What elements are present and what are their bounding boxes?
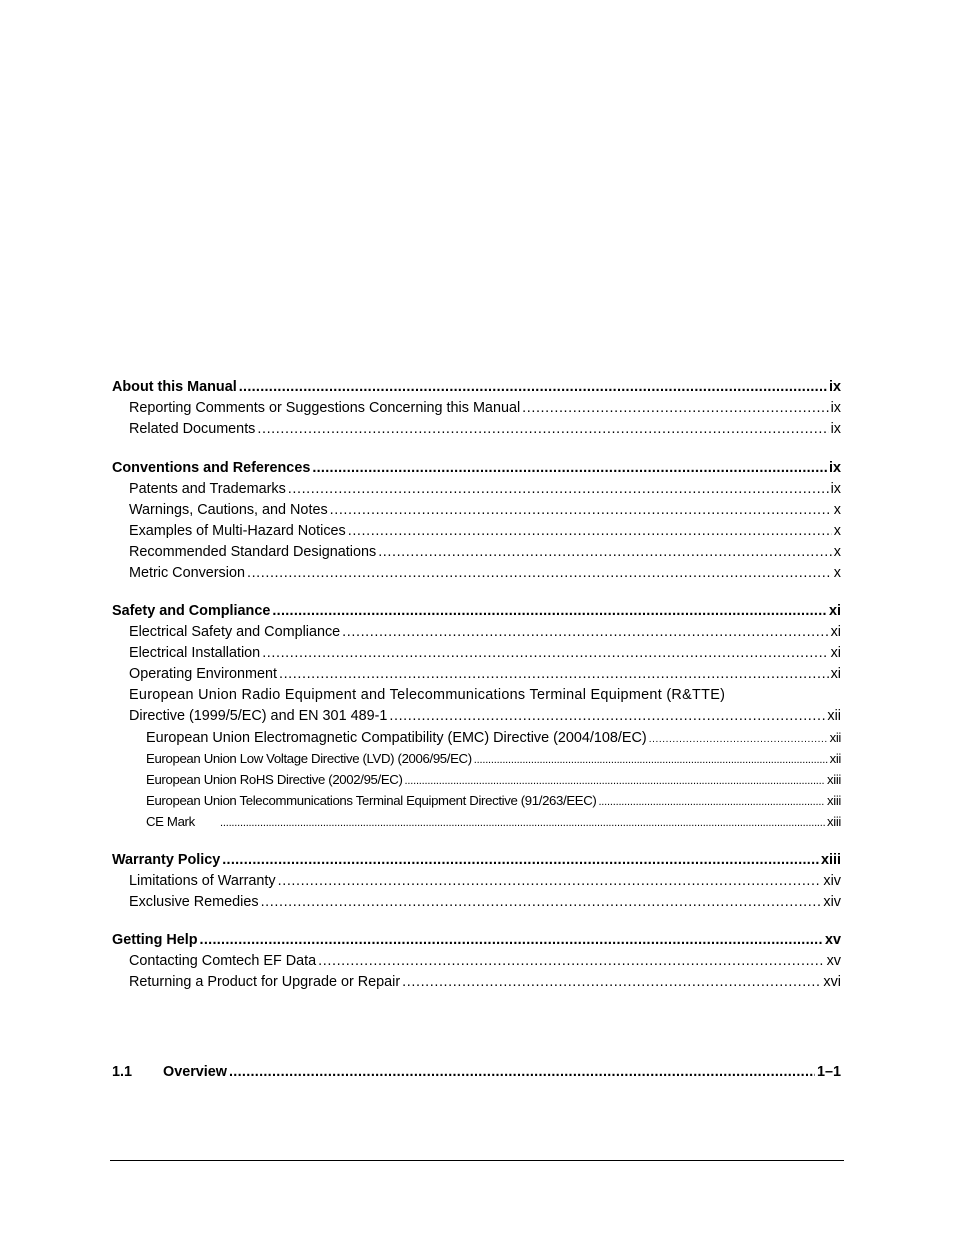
- toc-entry-title-line2: Directive (1999/5/EC) and EN 301 489-1: [129, 708, 388, 724]
- toc-entry[interactable]: [112, 542, 841, 563]
- toc-chapter-page: 1–1: [816, 1064, 841, 1080]
- toc-entry-title: Related Documents: [129, 421, 256, 437]
- toc-entry[interactable]: [112, 398, 841, 419]
- dot-leader: [405, 769, 826, 792]
- toc-entry[interactable]: [112, 972, 841, 993]
- toc-entry-page: ix: [828, 459, 841, 476]
- dot-leader: [200, 930, 823, 951]
- toc-group-safety: [112, 601, 841, 832]
- toc-entry-page: xi: [828, 603, 841, 619]
- dot-leader: [257, 419, 828, 440]
- toc-entry-page: xii: [829, 751, 841, 766]
- toc-entry[interactable]: [112, 850, 841, 871]
- toc-group-help: [112, 930, 841, 993]
- toc-entry-page: x: [833, 543, 841, 560]
- toc-entry[interactable]: [112, 500, 841, 521]
- dot-leader: [598, 790, 825, 813]
- toc-entry-page: xv: [826, 953, 841, 969]
- toc-entry[interactable]: [112, 664, 841, 685]
- dot-leader: [389, 706, 825, 727]
- dot-leader: [272, 601, 827, 622]
- table-of-contents: [112, 377, 841, 1011]
- toc-entry-title: Metric Conversion: [129, 564, 245, 581]
- toc-entry[interactable]: [112, 892, 841, 913]
- footer-rule: [110, 1160, 844, 1161]
- toc-entry-page: xiii: [827, 814, 841, 829]
- toc-entry[interactable]: [112, 727, 841, 748]
- dot-leader: [262, 643, 828, 664]
- toc-entry-page: xiii: [821, 851, 841, 868]
- toc-entry-title: Conventions and References: [112, 459, 311, 476]
- toc-entry-title: Getting Help: [112, 932, 198, 948]
- toc-entry-page: xvi: [823, 974, 841, 990]
- dot-leader: [239, 377, 827, 398]
- toc-entry[interactable]: [112, 377, 841, 398]
- dot-leader: [220, 811, 825, 834]
- toc-entry-title: Electrical Installation: [129, 645, 261, 661]
- dot-leader: [348, 521, 832, 542]
- dot-leader: [402, 972, 821, 993]
- toc-entry[interactable]: [112, 706, 841, 727]
- toc-entry-title: Limitations of Warranty: [129, 872, 276, 889]
- toc-entry-title: Recommended Standard Designations: [129, 543, 377, 560]
- toc-entry[interactable]: [112, 790, 841, 811]
- dot-leader: [522, 398, 828, 419]
- dot-leader: [278, 871, 822, 892]
- toc-entry[interactable]: [112, 748, 841, 769]
- dot-leader: [318, 951, 824, 972]
- toc-entry-title: About this Manual: [112, 379, 237, 395]
- dot-leader: [649, 729, 828, 750]
- toc-entry-page: ix: [828, 379, 841, 395]
- toc-group-about: [112, 377, 841, 440]
- toc-entry-page: x: [833, 522, 841, 539]
- toc-entry-page: ix: [830, 480, 841, 497]
- toc-entry-page: x: [833, 501, 841, 518]
- toc-entry[interactable]: [112, 811, 841, 832]
- toc-entry-title: Examples of Multi-Hazard Notices: [129, 522, 346, 539]
- toc-entry[interactable]: [112, 622, 841, 643]
- dot-leader: [378, 542, 832, 563]
- toc-entry-title: European Union RoHS Directive (2002/95/EC): [146, 772, 403, 787]
- toc-entry-title: Exclusive Remedies: [129, 893, 259, 910]
- toc-entry-title: Operating Environment: [129, 666, 277, 682]
- toc-entry-page: ix: [830, 421, 841, 437]
- toc-entry-title: Patents and Trademarks: [129, 480, 286, 497]
- dot-leader: [312, 458, 827, 479]
- toc-entry-page: xii: [829, 730, 841, 745]
- toc-entry-title: Safety and Compliance: [112, 603, 271, 619]
- dot-leader: [247, 563, 832, 584]
- toc-chapter-entry[interactable]: [112, 1062, 841, 1083]
- toc-entry[interactable]: [112, 769, 841, 790]
- toc-entry-page: xiv: [823, 893, 841, 910]
- toc-entry-page: xi: [830, 666, 841, 682]
- toc-entry-page: xiii: [827, 772, 841, 787]
- toc-entry[interactable]: [112, 479, 841, 500]
- toc-chapter-title: Overview: [163, 1064, 227, 1080]
- toc-entry-page: xi: [830, 624, 841, 640]
- toc-entry[interactable]: [112, 930, 841, 951]
- toc-entry-title: Warranty Policy: [112, 851, 221, 868]
- toc-entry-page: x: [833, 564, 841, 581]
- toc-entry[interactable]: [112, 643, 841, 664]
- toc-entry[interactable]: [112, 601, 841, 622]
- toc-entry-page: xii: [827, 708, 841, 724]
- toc-entry-title: CE Mark: [146, 814, 195, 829]
- toc-entry-page: xv: [824, 932, 841, 948]
- toc-entry[interactable]: [112, 458, 841, 479]
- toc-entry-page: xiv: [823, 872, 841, 889]
- toc-entry-title: European Union Telecommunications Terminal Equipment Directive (91/263/EEC): [146, 793, 597, 808]
- dot-leader: [279, 664, 829, 685]
- dot-leader: [222, 850, 819, 871]
- toc-entry-title: Reporting Comments or Suggestions Concerning this Manual: [129, 400, 521, 416]
- dot-leader: [261, 892, 822, 913]
- toc-entry-title: Electrical Safety and Compliance: [129, 624, 341, 640]
- toc-group-conventions: [112, 458, 841, 584]
- dot-leader: [342, 622, 828, 643]
- toc-entry[interactable]: [112, 951, 841, 972]
- toc-group-warranty: [112, 850, 841, 913]
- toc-entry-title: European Union Low Voltage Directive (LVD) (2006/95/EC): [146, 751, 472, 766]
- toc-entry-page: xi: [830, 645, 841, 661]
- toc-entry[interactable]: [112, 521, 841, 542]
- toc-entry-title: Warnings, Cautions, and Notes: [129, 501, 328, 518]
- toc-entry-page: ix: [830, 400, 841, 416]
- toc-entry[interactable]: [112, 871, 841, 892]
- toc-entry-page: xiii: [827, 793, 841, 808]
- dot-leader: [330, 500, 832, 521]
- dot-leader: [229, 1062, 815, 1083]
- dot-leader: [288, 479, 829, 500]
- toc-entry-title: European Union Electromagnetic Compatibility (EMC) Directive (2004/108/EC): [146, 730, 647, 746]
- toc-entry[interactable]: [112, 419, 841, 440]
- toc-entry-title: Contacting Comtech EF Data: [129, 953, 317, 969]
- toc-entry-title-line1[interactable]: European Union Radio Equipment and Telecommunications Terminal Equipment (R&TTE): [129, 687, 726, 703]
- dot-leader: [474, 748, 828, 771]
- toc-chapter-number: 1.1: [112, 1064, 133, 1080]
- toc-entry-title: Returning a Product for Upgrade or Repair: [129, 974, 401, 990]
- toc-entry[interactable]: [112, 563, 841, 584]
